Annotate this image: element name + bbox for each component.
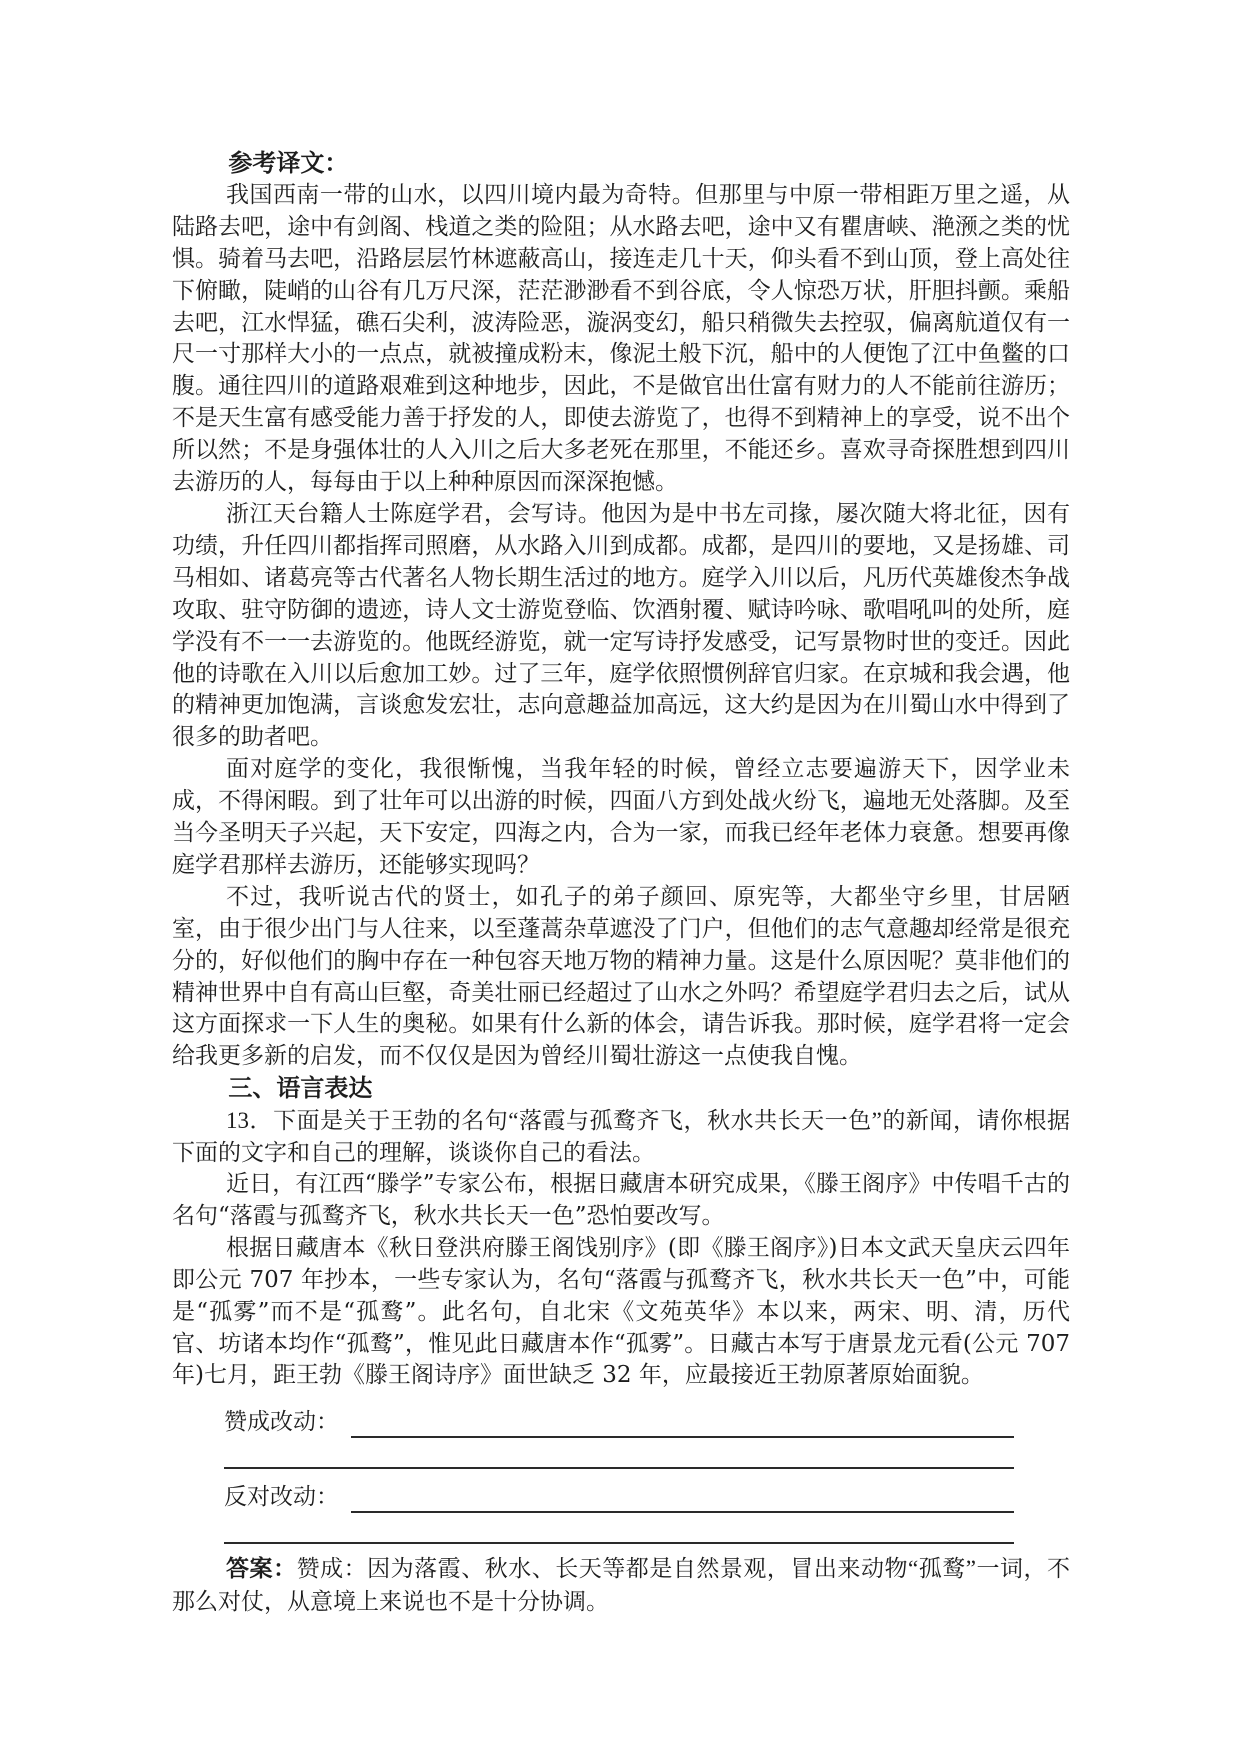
- reference-translation-heading: 参考译文：: [228, 149, 349, 177]
- translation-paragraph-1: 我国西南一带的山水，以四川境内最为奇特。但那里与中原一带相距万里之遥，从陆路去吧，途中有剑阁、栈道之类的险阻；从水路去吧，途中又有瞿唐峡、滟滪之类的忧惧。骑着马去吧，沿路层层竹林遮蔽高山，接连走几十天，仰头看不到山顶，登上高处往下俯瞰，陡峭的山谷有几万尺深，茫茫渺渺看不到谷底，令人惊恐万状，肝胆抖颤。乘船去吧，江水悍猛，礁石尖利，波涛险恶，漩涡变幻，船只稍微失去控驭，偏离航道仅有一尺一寸那样大小的一点点，就被撞成粉末，像泥土般下沉，船中的人便饱了江中鱼鳖的口腹。通往四川的道路艰难到这种地步，因此，不是做官出仕富有财力的人不能前往游历；不是天生富有感受能力善于抒发的人，即使去游览了，也得不到精神上的享受，说不出个所以然；不是身强体壮的人入川之后大多老死在那里，不能还乡。喜欢寻奇探胜想到四川去游历的人，每每由于以上种种原因而深深抱憾。: [172, 181, 1070, 496]
- oppose-underline: [351, 1485, 1014, 1513]
- question-stem: [172, 1105, 1070, 1169]
- translation-paragraph-2: 浙江天台籍人士陈庭学君，会写诗。他因为是中书左司掾，屡次随大将北征，因有功绩，升任四川都指挥司照磨，从水路入川到成都。成都，是四川的要地，又是扬雄、司马相如、诸葛亮等古代著名人物长期生活过的地方。庭学入川以后，凡历代英雄俊杰争战攻取、驻守防御的遗迹，诗人文士游览登临、饮酒射覆、赋诗吟咏、歌唱吼叫的处所，庭学没有不一一去游览的。他既经游览，就一定写诗抒发感受，记写景物时世的变迁。因此他的诗歌在入川以后愈加工妙。过了三年，庭学依照惯例辞官归家。在京城和我会遇，他的精神更加饱满，言谈愈发宏壮，志向意趣益加高远，这大约是因为在川蜀山水中得到了很多的助者吧。: [172, 500, 1070, 751]
- oppose-blank-row: [224, 1481, 1014, 1513]
- oppose-extra-underline: [224, 1542, 1014, 1544]
- question-stem-text: 下面是关于王勃的名句“落霞与孤鹜齐飞，秋水共长天一色”的新闻，请你根据下面的文字和自己的理解，谈谈你自己的看法。: [172, 1108, 1070, 1166]
- answer-label: 答案：: [226, 1556, 297, 1583]
- agree-underline: [351, 1410, 1014, 1438]
- agree-extra-underline: [224, 1467, 1014, 1469]
- question-number: 13．: [226, 1108, 274, 1134]
- agree-label: 赞成改动：: [224, 1409, 339, 1435]
- section-heading: 三、语言表达: [228, 1074, 373, 1103]
- oppose-label: 反对改动：: [224, 1484, 339, 1510]
- translation-paragraph-4: 不过，我听说古代的贤士，如孔子的弟子颜回、原宪等，大都坐守乡里，甘居陋室，由于很少出门与人往来，以至蓬蒿杂草遮没了门户，但他们的志气意趣却经常是很充分的，好似他们的胸中存在一种包容天地万物的精神力量。这是什么原因呢？莫非他们的精神世界中自有高山巨壑，奇美壮丽已经超过了山水之外吗？希望庭学君归去之后，试从这方面探求一下人生的奥秘。如果有什么新的体会，请告诉我。那时候，庭学君将一定会给我更多新的启发，而不仅仅是因为曾经川蜀壮游这一点使我自愧。: [172, 883, 1070, 1070]
- answer-paragraph: [172, 1553, 1070, 1618]
- answer-text: 赞成：因为落霞、秋水、长天等都是自然景观，冒出来动物“孤鹜”一词，不那么对仗，从意境上来说也不是十分协调。: [172, 1556, 1070, 1614]
- news-paragraph-2: 根据日藏唐本《秋日登洪府滕王阁饯别序》(即《滕王阁序》)日本文武天皇庆云四年即公元 707 年抄本，一些专家认为，名句“落霞与孤鹜齐飞，秋水共长天一色”中，可能是“孤雾”而不是“孤鹜”。此名句，自北宋《文苑英华》本以来，两宋、明、清，历代官、坊诸本均作“孤鹜”，惟见此日藏唐本作“孤雾”。日藏古本写于唐景龙元看(公元 707 年)七月，距王勃《滕王阁诗序》面世缺乏 32 年，应最接近王勃原著原始面貌。: [172, 1234, 1070, 1389]
- agree-blank-row: [224, 1406, 1014, 1438]
- translation-paragraph-3: 面对庭学的变化，我很惭愧，当我年轻的时候，曾经立志要遍游天下，因学业未成，不得闲暇。到了壮年可以出游的时候，四面八方到处战火纷飞，遍地无处落脚。及至当今圣明天子兴起，天下安定，四海之内，合为一家，而我已经年老体力衰惫。想要再像庭学君那样去游历，还能够实现吗？: [172, 756, 1070, 878]
- text-block: [172, 148, 1070, 1618]
- news-paragraph-1: 近日，有江西“滕学”专家公布，根据日藏唐本研究成果，《滕王阁序》中传唱千古的名句“落霞与孤鹜齐飞，秋水共长天一色”恐怕要改写。: [172, 1171, 1070, 1229]
